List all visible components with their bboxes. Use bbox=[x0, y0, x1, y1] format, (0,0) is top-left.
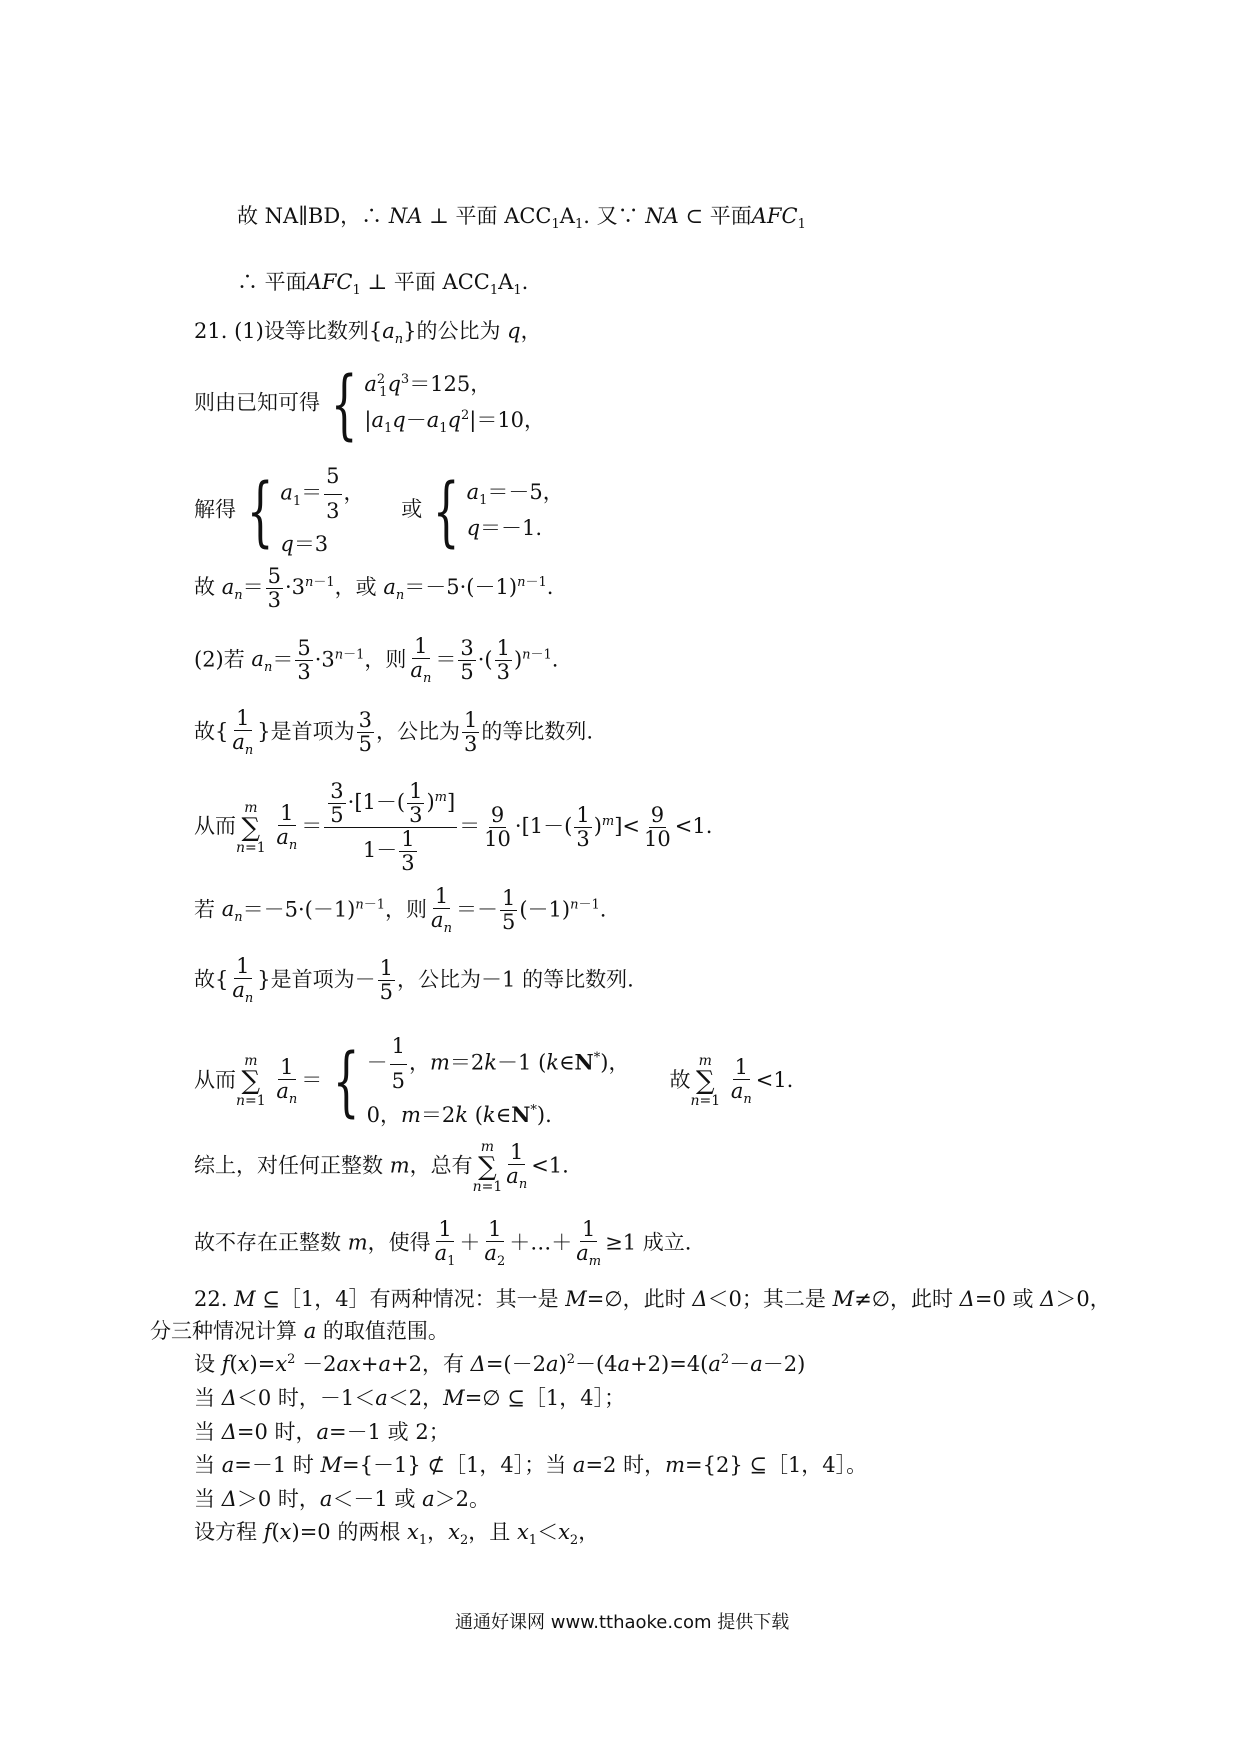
problem-22-line-6: 当 a=－1 时 M={－1} ⊄［1，4］；当 a=2 时，m={2} ⊆［1，4］。 bbox=[194, 1453, 868, 1477]
geo-seq-1: 故{ $\frac{1}{a_n}$ }是首项为 $\frac{3}{5}$ ，公比为 $\frac{1}{3}$ 的等比数列. bbox=[194, 706, 594, 759]
problem-21-intro: 21. (1)设等比数列$\{a_n\}$的公比为 q， bbox=[194, 319, 542, 348]
system-2: 解得 { $a_1=$ $\frac{5}{3}$ ， q＝3 或 { $a_1=-5$， q＝－1. bbox=[194, 460, 564, 562]
sum-2: 从而 m ∑ n=1 $\frac{1}{a_n}$ ＝ { － $\frac{1}{5}$ ，m＝2k－1 (k∈N*)， 0，m＝2k (k∈N*). 故 m ∑ n=1 $\frac{1}{a_n}$ <1. bbox=[194, 1030, 793, 1133]
text-line-2: ∴ 平面$AFC_1$ ⊥ 平面 $ACC_1A_1$. bbox=[237, 270, 529, 299]
problem-22-line-2: 分三种情况计算 a 的取值范围。 bbox=[150, 1319, 449, 1343]
geo-seq-2: 故{ $\frac{1}{a_n}$ }是首项为－ $\frac{1}{5}$ ，公比为－1 的等比数列. bbox=[194, 954, 634, 1007]
case-2: 若 $a_n=-5\cdot(-1)^{n-1}$，则 $\frac{1}{a_n}$ ＝－ $\frac{1}{5}$ $(-1)^{n-1}$. bbox=[194, 884, 607, 937]
problem-22-line-4: 当 Δ＜0 时，－1＜a＜2，M=∅ ⊆［1，4］； bbox=[194, 1386, 626, 1410]
problem-22-line-3: 设 $f(x)=x^2 -2ax+a+2$，有 $\Delta=(-2a)^2-(4a+2)=4(a^2-a-2)$ bbox=[194, 1352, 806, 1376]
problem-22-line-7: 当 Δ＞0 时，a＜－1 或 a＞2。 bbox=[194, 1487, 491, 1511]
conclusion: 故不存在正整数 m，使得 $\frac{1}{a_1}$ ＋ $\frac{1}{a_2}$ ＋…＋ $\frac{1}{a_m}$ ≥1 成立. bbox=[194, 1217, 692, 1270]
part-2: (2)若 $a_n=$ $\frac{5}{3}$ $\cdot 3^{n-1}$，则 $\frac{1}{a_n}$ ＝ $\frac{3}{5}$ ·( $\frac{1}{3}$ )$^{n-1}$. bbox=[194, 634, 559, 687]
footer-text: 通通好课网 www.tthaoke.com 提供下载 bbox=[455, 1612, 790, 1633]
sum-1: 从而 m ∑ n=1 $\frac{1}{a_n}$ ＝ $\frac{3}{5}$ ·[1－( $\frac{1}{3}$ )$^m$] 1－ $\frac{1}{3}$ ＝ $\frac{9}{10}$ ·[1－( $\frac{1}{3}$ )$^m$]< $\frac{9}{10}$ <1. bbox=[194, 779, 713, 876]
problem-22-line-1: 22. M ⊆［1，4］有两种情况：其一是 M=∅，此时 Δ＜0；其二是 M≠∅，此时 Δ=0 或 Δ＞0， bbox=[194, 1287, 1111, 1311]
problem-22-line-8: 设方程 f(x)=0 的两根 $x_1$，$x_2$，且 $x_1<x_2$， bbox=[194, 1520, 600, 1549]
system-1: 则由已知可得 { $a^2_1q^3=125$， $|a_1q-a_1q^2|=10$， bbox=[194, 359, 546, 448]
problem-22-line-5: 当 Δ=0 时，a=－1 或 2； bbox=[194, 1420, 450, 1444]
an-result: 故 $a_n=$ $\frac{5}{3}$ $\cdot 3^{n-1}$，或 $a_n=-5\cdot(-1)^{n-1}$. bbox=[194, 564, 554, 613]
text-line-1: 故 NA∥BD，∴ NA ⊥ 平面 $ACC_1A_1$. 又∵ NA ⊂ 平面$AFC_1$ bbox=[237, 204, 806, 233]
summary: 综上，对任何正整数 m，总有 m ∑ n=1 $\frac{1}{a_n}$ <1. bbox=[194, 1139, 569, 1195]
